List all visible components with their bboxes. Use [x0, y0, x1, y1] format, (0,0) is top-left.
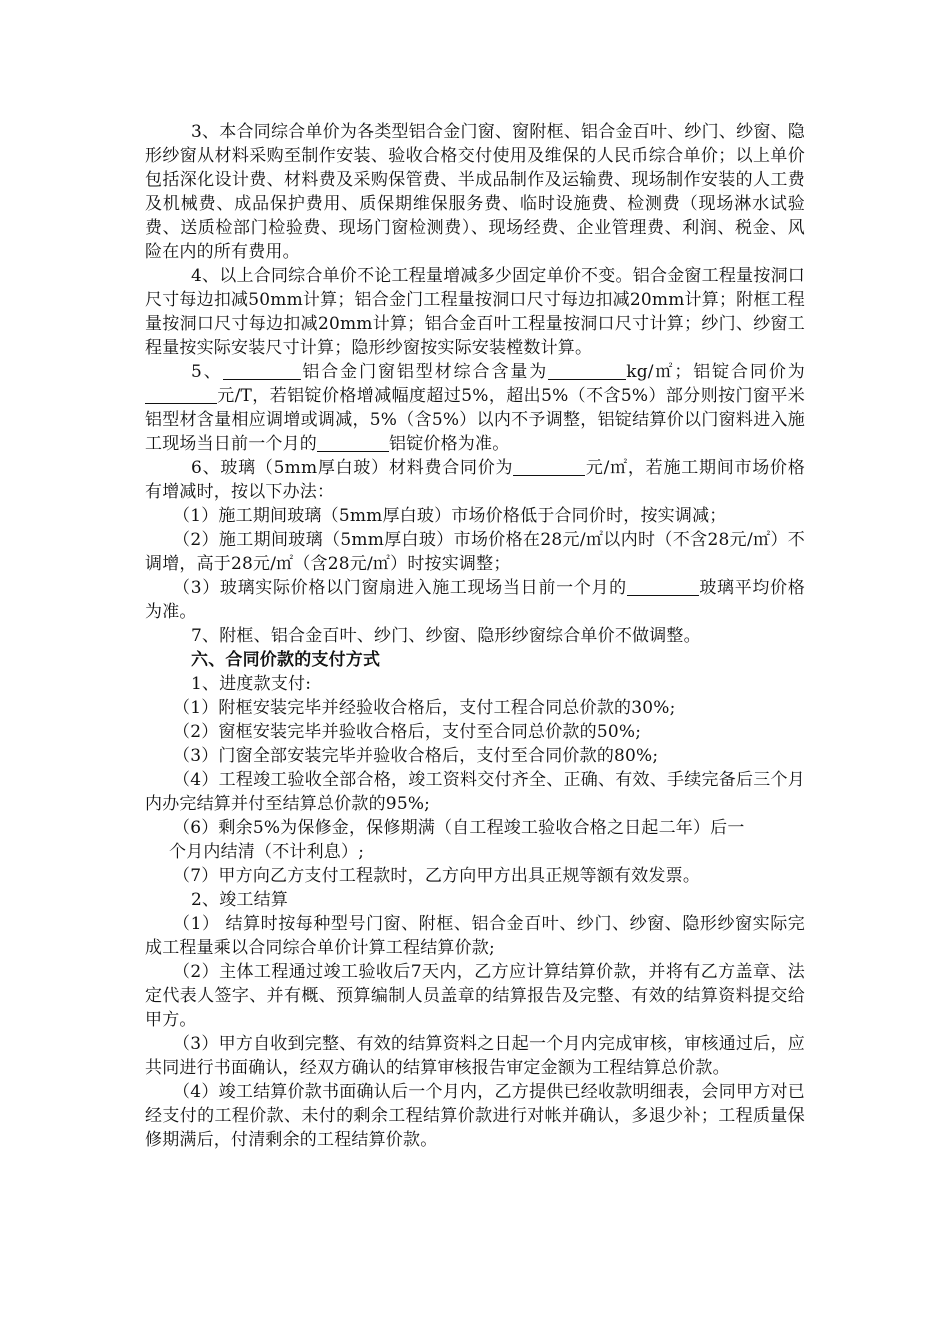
payment-item-1: （1）附框安装完毕并经验收合格后，支付工程合同总价款的30%; [173, 698, 676, 718]
clause-5-num: 5、 [191, 362, 223, 382]
fill-blank[interactable] [145, 385, 217, 404]
section-heading: 六、合同价款的支付方式 [191, 650, 381, 670]
clause-6-item-3-text-1: （3）玻璃实际价格以门窗扇进入施工现场当日前一个月的 [173, 578, 627, 598]
subsection-final-settlement: 2、竣工结算 [191, 890, 289, 910]
payment-item-3: （3）门窗全部安装完毕并验收合格后，支付至合同价款的80%; [173, 746, 659, 766]
fill-blank[interactable] [317, 433, 389, 452]
clause-6-item-3 [145, 576, 805, 624]
document-page [145, 120, 805, 1152]
clause-5-text-4: 铝锭价格为准。 [389, 434, 510, 454]
settlement-item-1: （1） 结算时按每种型号门窗、附框、铝合金百叶、纱门、纱窗、隐形纱窗实际完成工程量乘以合同综合单价计算工程结算价款; [145, 914, 805, 958]
clause-5-text-1: 铝合金门窗铝型材综合含量为 [300, 362, 549, 382]
fill-blank[interactable] [223, 361, 301, 380]
clause-4: 4、以上合同综合单价不论工程量增减多少固定单价不变。铝合金窗工程量按洞口尺寸每边扣减50mm计算；铝合金门工程量按洞口尺寸每边扣减20mm计算；附框工程量按洞口尺寸每边扣减20mm计算；铝合金百叶工程量按洞口尺寸计算；纱门、纱窗工程量按实际安装尺寸计算；隐形纱窗按实际安装樘数计算。 [145, 266, 805, 358]
fill-blank[interactable] [627, 577, 699, 596]
clause-5 [145, 360, 805, 456]
clause-6-text-2: 元/㎡，若施工期间市场价格有增减时，按以下办法： [145, 458, 806, 502]
subsection-progress-payment: 1、进度款支付: [191, 674, 312, 694]
clause-6 [145, 456, 805, 504]
settlement-item-3: （3）甲方自收到完整、有效的结算资料之日起一个月内完成审核，审核通过后，应共同进行书面确认，经双方确认的结算审核报告审定金额为工程结算总价款。 [145, 1034, 805, 1078]
payment-item-7: （7）甲方向乙方支付工程款时，乙方向甲方出具正规等额有效发票。 [173, 866, 701, 886]
clause-5-text-3: 元/T，若铝锭价格增减幅度超过5%，超出5%（不含5%）部分则按门窗平米铝型材含量相应调增或调减，5%（含5%）以内不予调整，铝锭结算价以门窗料进入施工现场当日前一个月的 [145, 386, 805, 454]
clause-6-item-1: （1）施工期间玻璃（5mm厚白玻）市场价格低于合同价时，按实调减； [173, 506, 727, 526]
fill-blank[interactable] [513, 457, 585, 476]
clause-7: 7、附框、铝合金百叶、纱门、纱窗、隐形纱窗综合单价不做调整。 [191, 626, 701, 646]
settlement-item-2: （2）主体工程通过竣工验收后7天内，乙方应计算结算价款，并将有乙方盖章、法定代表人签字、并有概、预算编制人员盖章的结算报告及完整、有效的结算资料提交给甲方。 [145, 962, 805, 1030]
clause-5-text-2: kg/㎡；铝锭合同价为 [626, 362, 805, 382]
clause-3: 3、本合同综合单价为各类型铝合金门窗、窗附框、铝合金百叶、纱门、纱窗、隐形纱窗从材料采购至制作安装、验收合格交付使用及维保的人民币综合单价；以上单价包括深化设计费、材料费及采购保管费、半成品制作及运输费、现场制作安装的人工费及机械费、成品保护费用、质保期维保服务费、临时设施费、检测费（现场淋水试验费、送质检部门检验费、现场门窗检测费）、现场经费、企业管理费、利润、税金、风险在内的所有费用。 [145, 122, 805, 262]
payment-item-2: （2）窗框安装完毕并验收合格后，支付至合同总价款的50%; [173, 722, 642, 742]
settlement-item-4: （4）竣工结算价款书面确认后一个月内，乙方提供已经收款明细表，会同甲方对已经支付的工程价款、未付的剩余工程结算价款进行对帐并确认，多退少补；工程质量保修期满后，付清剩余的工程结算价款。 [145, 1082, 805, 1150]
clause-6-item-2: （2）施工期间玻璃（5mm厚白玻）市场价格在28元/㎡以内时（不含28元/㎡）不调增，高于28元/㎡（含28元/㎡）时按实调整； [145, 530, 805, 574]
payment-item-4: （4）工程竣工验收全部合格，竣工资料交付齐全、正确、有效、手续完备后三个月内办完结算并付至结算总价款的95%; [145, 770, 805, 814]
fill-blank[interactable] [548, 361, 626, 380]
clause-6-text-1: 6、玻璃（5mm厚白玻）材料费合同价为 [191, 458, 514, 478]
payment-item-6-continued: 个月内结清（不计利息）; [169, 842, 365, 862]
payment-item-6: （6）剩余5%为保修金，保修期满（自工程竣工验收合格之日起二年）后一 [173, 818, 745, 838]
clause-6-item-3-text-2: 玻璃平均价格为准。 [145, 578, 806, 622]
